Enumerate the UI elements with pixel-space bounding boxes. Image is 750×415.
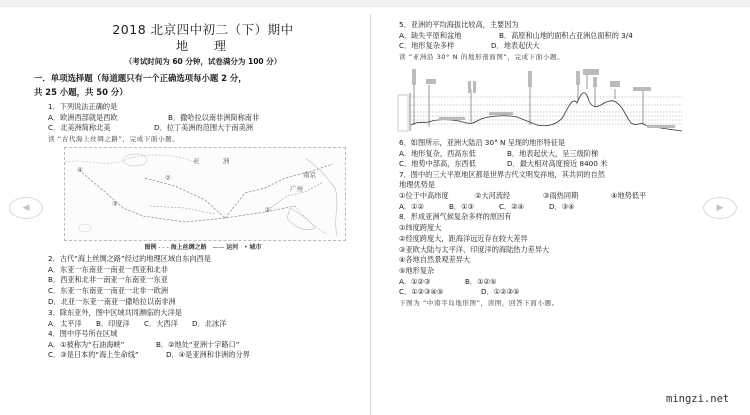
legend-city-symbol: • xyxy=(244,243,248,251)
reading-prompt: 下图为 “中南半岛地形图”，读图，回答下面小题。 xyxy=(399,298,559,307)
option: C．③是日本的“海上生命线” xyxy=(48,350,139,360)
statement: ②经度跨度大，距海洋远近存在较大差异 xyxy=(399,233,528,243)
option: A．太平洋 xyxy=(48,318,82,328)
option: D．地表起伏大 xyxy=(491,41,540,51)
question-8-options-row-2 xyxy=(399,287,690,298)
question-4-options-row-2 xyxy=(48,350,358,361)
section-heading: 一．单项选择题（每道题只有一个正确选项每小题 2 分， xyxy=(34,73,247,83)
option: A．①② xyxy=(399,201,424,211)
option: C．①②③④⑤ xyxy=(399,287,444,297)
option: A．地形复杂，西高东低 xyxy=(399,148,476,158)
reading-prompt: 读 “亚洲沿 30° N 的地形剖面图”，完成下面小题。 xyxy=(399,52,565,61)
exam-subject: 地理 xyxy=(175,39,252,53)
map-legend xyxy=(48,243,358,252)
option: B．高原和山地的面积占亚洲总面积的 3/4 xyxy=(499,30,633,40)
question-5-options-row-1 xyxy=(399,31,690,42)
legend-route: 海上丝绸之路 xyxy=(170,243,207,251)
exam-note: （考试时间为 60 分钟，试卷满分为 100 分） xyxy=(124,57,282,66)
option: A．缺失平原和盆地 xyxy=(399,30,462,40)
option: B．撒哈拉以南非洲简称南非 xyxy=(168,112,260,122)
option: A．欧洲西部就是西欧 xyxy=(48,112,118,122)
viewer-top-bar xyxy=(0,0,750,7)
question-1-stem: 1．下列说法正确的是 xyxy=(48,102,118,111)
legend-title: 图例 xyxy=(144,243,157,251)
option: D．③④ xyxy=(549,201,575,211)
option: C．北美洲简称北美 xyxy=(48,123,111,133)
legend-canal-symbol: —— xyxy=(212,243,225,251)
option: A．①②③ xyxy=(399,276,431,286)
question-6-options-row-1 xyxy=(399,149,690,160)
document-page-left xyxy=(34,14,358,415)
section-heading-cont: 共 25 小题，共 50 分） xyxy=(34,87,128,97)
question-3-stem: 3．除东亚外，图中区域共同濒临的大洋是 xyxy=(48,307,182,317)
question-3-options xyxy=(48,319,358,330)
statement: ⑤地形复杂 xyxy=(399,266,435,276)
map-label-asia: 洲 xyxy=(223,156,230,165)
question-8-options-row-1 xyxy=(399,277,690,288)
statement: ④地势低平 xyxy=(611,191,647,201)
question-5-stem: 5．亚洲的平均海拔比较高，主要因为 xyxy=(399,20,519,29)
next-page-button[interactable] xyxy=(703,197,737,219)
statement: ③亚欧大陆与太平洋、印度洋的海陆热力差异大 xyxy=(399,244,550,254)
map-label-nanjing: 南京 xyxy=(303,170,316,179)
option: A．东亚一东南亚一南亚一西亚和北非 xyxy=(48,264,168,274)
option: D．④是亚洲和非洲的分界 xyxy=(166,350,250,360)
question-7-options xyxy=(399,202,690,213)
statement: ①纬度跨度大 xyxy=(399,222,442,232)
option: B．①③ xyxy=(449,201,475,211)
option: C．大西洋 xyxy=(144,318,178,328)
question-4-options-row-1 xyxy=(48,340,358,351)
map-label-guangzhou: 广州 xyxy=(290,184,303,193)
option: D．最大相对高度接近 8400 米 xyxy=(507,159,608,169)
option: C．东亚一东南亚一南亚一北非一欧洲 xyxy=(48,286,169,296)
option: C．地势中部高，东西低 xyxy=(399,159,476,169)
map-marker-3: ③ xyxy=(112,199,118,208)
option: B．①②⑤ xyxy=(465,276,497,286)
legend-route-symbol: - - - xyxy=(158,243,169,251)
option: D．①②③⑤ xyxy=(481,287,520,297)
map-label-asia: 亚 xyxy=(193,156,200,165)
terrain-profile-30n xyxy=(397,67,682,133)
option: C．②④ xyxy=(499,201,525,211)
question-8-stem: 8．形成亚洲气候复杂多样的原因有 xyxy=(399,212,512,222)
option: B．印度洋 xyxy=(96,318,130,328)
question-7-statements xyxy=(399,191,690,202)
statement: ④各地自然景观差异大 xyxy=(399,255,471,265)
legend-canal: 运河 xyxy=(226,243,239,251)
question-5-options-row-2 xyxy=(399,41,690,52)
site-watermark: mingzi.net xyxy=(666,393,730,405)
option: B．地表起伏大，呈三级阶梯 xyxy=(507,148,599,158)
question-7-stem: 7．图中的三大平原地区都是世界古代文明发祥地，其共同的自然 xyxy=(399,169,605,179)
option: A．①被称为“石油海峡” xyxy=(48,339,125,349)
option: B．西亚和北非一南亚一东南亚一东亚 xyxy=(48,275,168,285)
reading-prompt: 读 “古代海上丝绸之路”，完成下面小题。 xyxy=(48,134,180,143)
question-6-stem: 6．如图所示，亚洲大陆沿 30° N 呈现的地形特征是 xyxy=(399,137,566,147)
option: C．地形复杂多样 xyxy=(399,41,455,51)
triangle-right-icon: ▶ xyxy=(716,203,724,213)
map-drawing xyxy=(65,148,345,240)
question-1-options-row-2 xyxy=(48,123,358,134)
question-7-stem-cont: 地理优势是 xyxy=(399,180,435,190)
exam-title: 2018 北京四中初二（下）期中 xyxy=(112,22,294,37)
triangle-left-icon: ◀ xyxy=(22,203,30,213)
previous-page-button[interactable] xyxy=(9,197,43,219)
question-4-stem: 4．图中序号所在区域 xyxy=(48,329,118,339)
document-page-right xyxy=(370,14,690,415)
map-marker-1: ① xyxy=(265,205,271,214)
statement: ①位于中高纬度 xyxy=(399,191,449,201)
map-marker-4: ④ xyxy=(77,165,83,174)
silk-road-map xyxy=(64,147,346,241)
option: D．北亚一东亚一南亚一撒哈拉以南非洲 xyxy=(48,296,176,306)
statement: ②大河流经 xyxy=(475,191,511,201)
question-6-options-row-2 xyxy=(399,159,690,170)
question-1-options-row-1 xyxy=(48,113,358,124)
question-2-stem: 2．古代“海上丝绸之路”经过的地理区域自东向西是 xyxy=(48,253,211,263)
option: D．北冰洋 xyxy=(192,318,227,328)
statement: ③雨热同期 xyxy=(543,191,579,201)
terrain-profile-drawing xyxy=(397,67,682,133)
option: B．②地处“亚洲十字路口” xyxy=(156,339,240,349)
map-marker-2: ② xyxy=(165,173,171,182)
legend-city: 城市 xyxy=(249,243,262,251)
option: D．拉丁美洲的范围大于南美洲 xyxy=(154,123,253,133)
